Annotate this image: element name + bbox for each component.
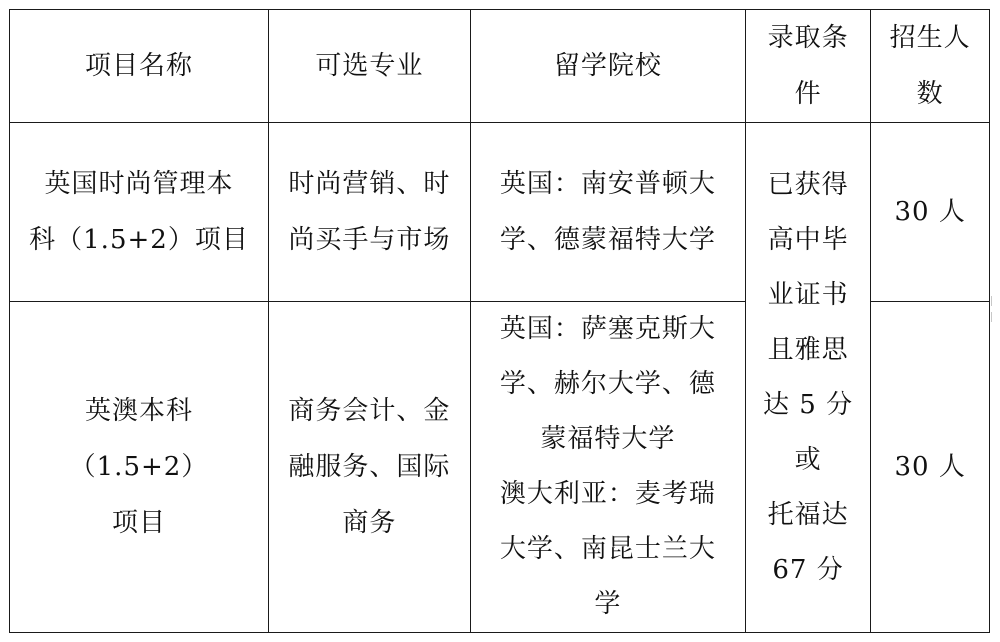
- cell-schools: 英国：南安普顿大 学、德蒙福特大学: [470, 123, 745, 302]
- cell-admission-condition: 已获得 高中毕 业证书 且雅思 达 5 分或 托福达 67 分: [745, 123, 870, 633]
- table-row: [10, 123, 990, 302]
- cell-project-name: 英澳本科（1.5+2） 项目: [10, 302, 269, 633]
- cell-project-name: 英国时尚管理本 科（1.5+2）项目: [10, 123, 269, 302]
- cell-enrollment-quota: 30 人: [871, 302, 990, 633]
- header-schools: 留学院校: [470, 10, 745, 123]
- table-header-row: [10, 10, 990, 123]
- cell-schools: 英国：萨塞克斯大 学、赫尔大学、德 蒙福特大学 澳大利亚：麦考瑞 大学、南昆士兰大 学: [470, 302, 745, 633]
- header-project-name: 项目名称: [10, 10, 269, 123]
- cell-enrollment-quota: 30 人: [871, 123, 990, 302]
- header-majors: 可选专业: [268, 10, 470, 123]
- program-table: [9, 9, 990, 633]
- table-resize-handle[interactable]: [991, 312, 998, 322]
- cell-majors: 时尚营销、时 尚买手与市场: [268, 123, 470, 302]
- cell-majors: 商务会计、金 融服务、国际 商务: [268, 302, 470, 633]
- header-enrollment-quota: 招生人 数: [871, 10, 990, 123]
- header-admission-condition: 录取条 件: [745, 10, 870, 123]
- table-resize-handle[interactable]: [991, 296, 998, 306]
